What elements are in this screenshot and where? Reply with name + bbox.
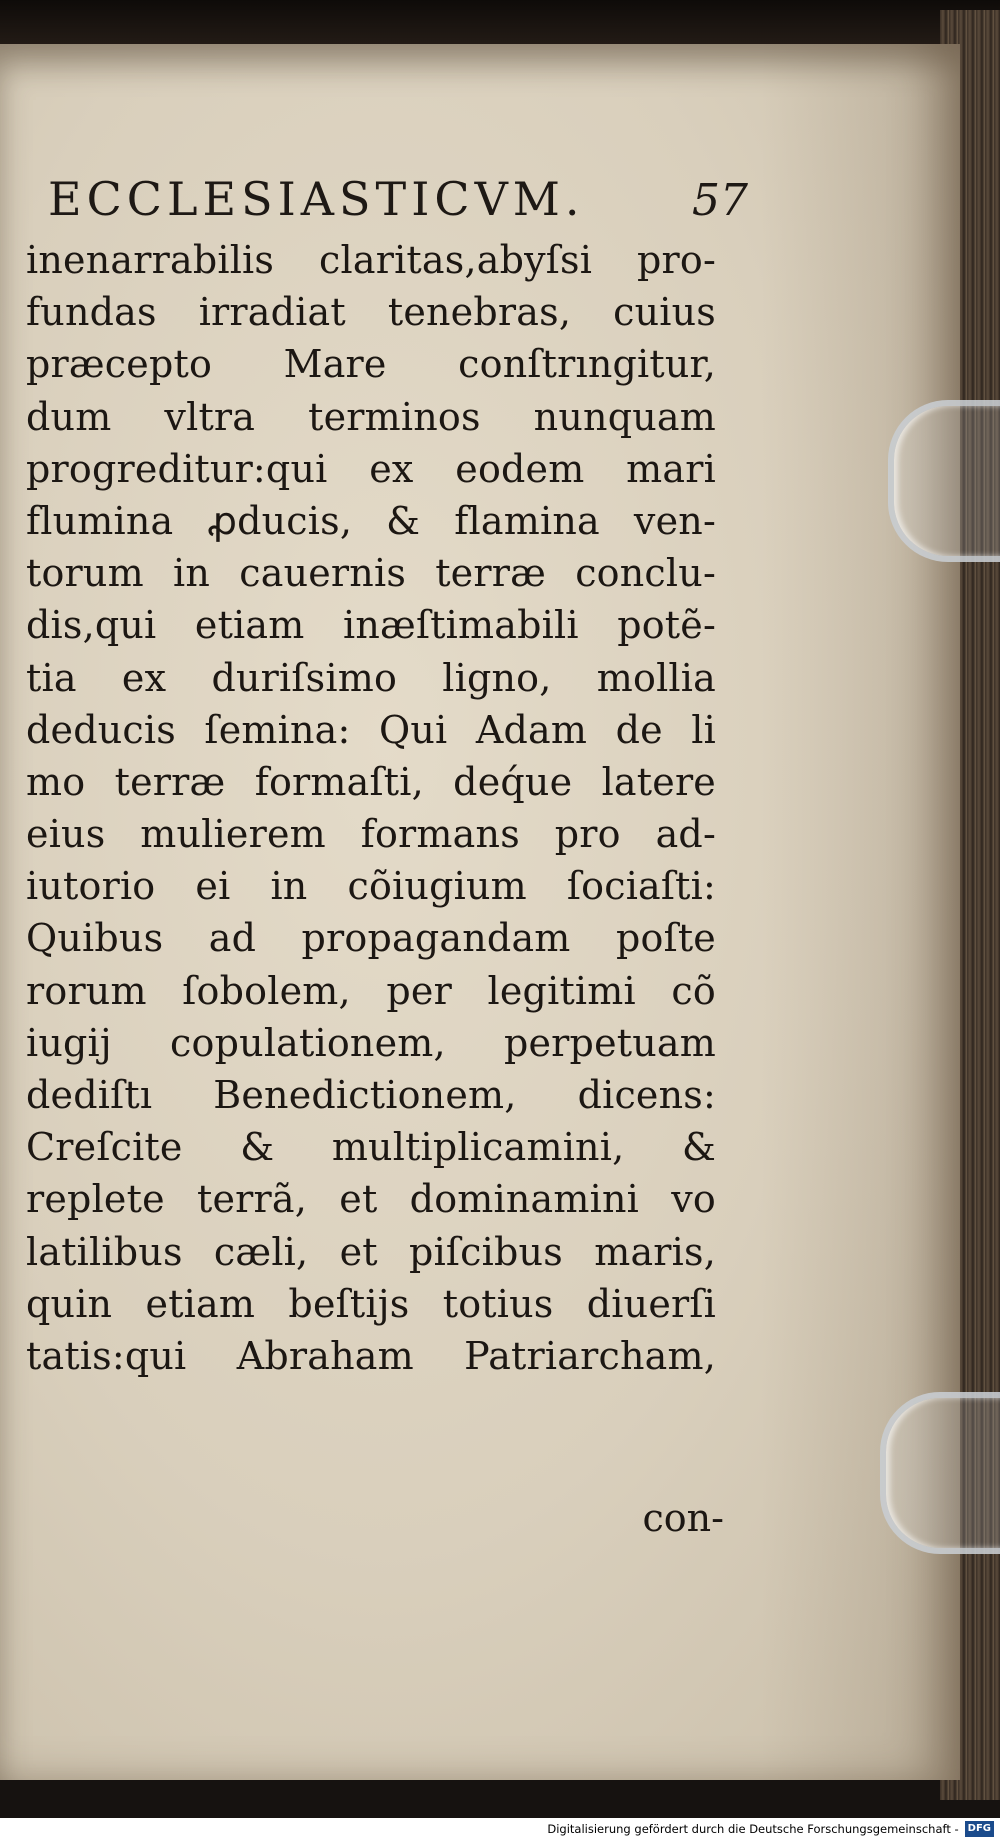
text-line: inenarrabilis claritas,abyſsi pro-: [26, 238, 716, 282]
credit-text: Digitalisierung gefördert durch die Deutsche Forschungsgemeinschaft -: [547, 1822, 959, 1836]
text-line: fundas irradiat tenebras, cuius: [26, 290, 716, 335]
text-line: eius mulierem formans pro ad-: [26, 812, 716, 857]
text-line: torum in cauernis terræ conclu-: [26, 551, 716, 596]
text-line: iutorio ei in cõiugium ſociaſti:: [26, 864, 716, 909]
text-line: quin etiam beſtijs totius diuerſi: [26, 1281, 716, 1326]
text-line: mo terræ formaſti, deq́ue latere: [26, 759, 716, 804]
text-line: dediſtı Benedictionem, dicens:: [26, 1073, 716, 1117]
text-line: replete terrã, et dominamini vo: [26, 1177, 716, 1222]
page-clip-top: [888, 400, 1000, 562]
text-line: præcepto Mare conſtrıngitur,: [26, 342, 716, 387]
text-line: latilibus cæli, et piſcibus maris,: [26, 1229, 716, 1274]
text-line: iugij copulationem, perpetuam: [26, 1020, 716, 1065]
text-block: [26, 234, 716, 1382]
running-title: ECCLESIASTICVM.: [48, 172, 585, 226]
text-line: rorum ſobolem, per legitimi cõ: [26, 968, 716, 1013]
text-line: Creſcite & multiplicamini, &: [26, 1125, 716, 1170]
catchword: con-: [642, 1496, 724, 1540]
text-line: tia ex duriſsimo ligno, mollia: [26, 655, 716, 700]
page-number: 57: [692, 175, 748, 226]
text-line: deducis ſemina: Qui Adam de li: [26, 707, 716, 752]
digitization-credit: [0, 1818, 1000, 1840]
scan-background-top: [0, 0, 1000, 48]
text-line: tatis:qui Abraham Patriarcham,: [26, 1333, 716, 1378]
text-line: flumina ꝓducis, & flamina ven-: [26, 498, 716, 543]
text-line: progreditur:qui ex eodem mari: [26, 446, 716, 491]
text-line: Quibus ad propagandam poſte: [26, 916, 716, 961]
text-line: dum vltra terminos nunquam: [26, 394, 716, 439]
page-clip-bottom: [880, 1392, 1000, 1554]
running-head: [48, 172, 748, 232]
dfg-logo: DFG: [965, 1821, 994, 1837]
text-line: dis,qui etiam inæſtimabili potẽ-: [26, 603, 716, 648]
